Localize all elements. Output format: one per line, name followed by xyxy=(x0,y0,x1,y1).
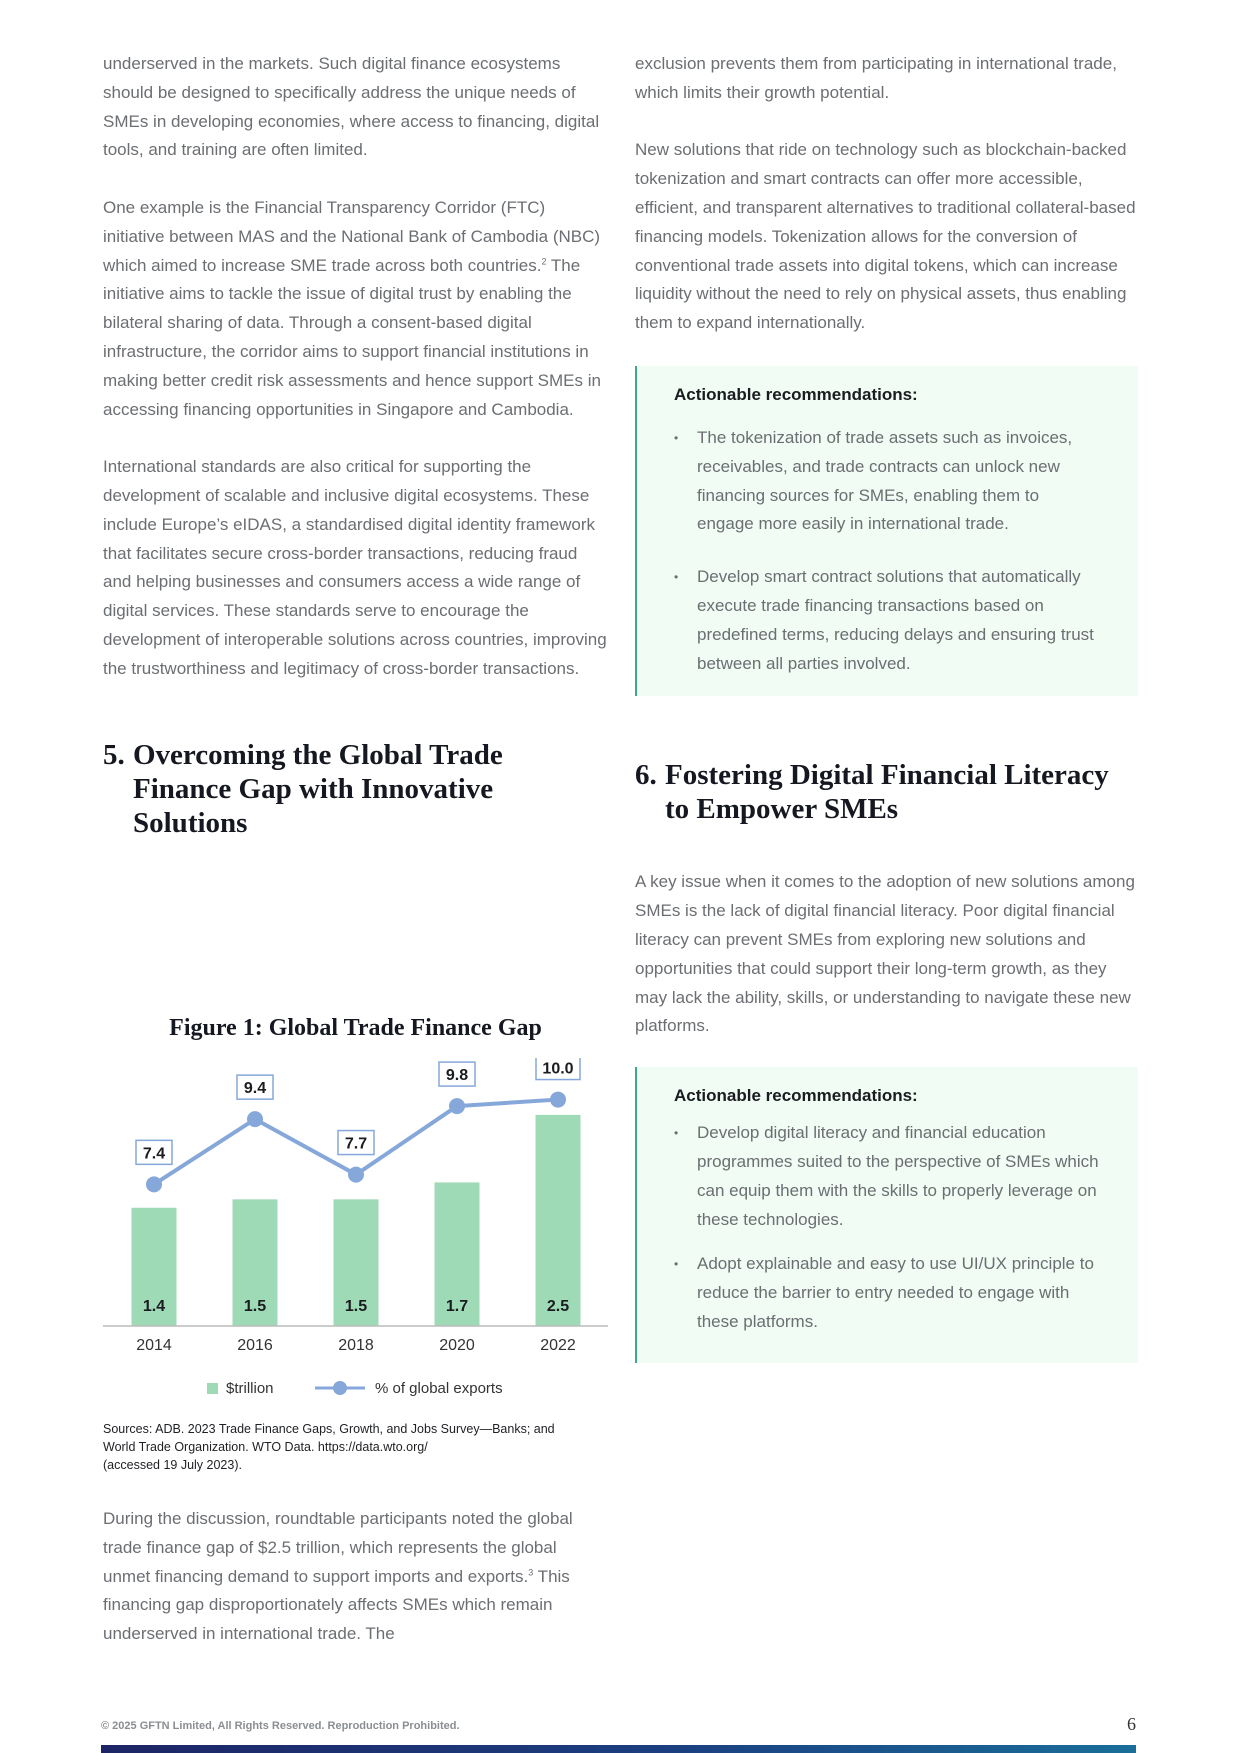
recommendations-title-1: Actionable recommendations: xyxy=(674,384,918,404)
line-label-2020: 9.8 xyxy=(445,1067,469,1085)
footnote-3[interactable]: 3 xyxy=(528,1566,534,1577)
recommendations-title-2: Actionable recommendations: xyxy=(674,1086,918,1106)
paragraph-exclusion: exclusion prevents them from participating in international trade, which limits their growth potential. xyxy=(635,54,1117,102)
recommendation-item: • Adopt explainable and easy to use UI/UX principle to reduce the barrier to entry needed to engage with these platforms. xyxy=(674,1250,1100,1336)
line-point-2014 xyxy=(146,1176,162,1192)
section-6-heading xyxy=(635,758,1138,826)
recommendations-list-2 xyxy=(674,1119,1100,1337)
bar-label-2014: 1.4 xyxy=(142,1298,166,1315)
paragraph-digital-literacy: A key issue when it comes to the adoption of new solutions among SMEs is the lack of digital financial literacy. Poor digital financial literacy can prevent SMEs from exploring new solutions and opportunities that could support their long-term growth, as they may lack the ability, skills, or understanding to navigate these new platforms. xyxy=(635,872,1135,1036)
line-point-2020 xyxy=(449,1098,465,1114)
paragraph-trade-gap xyxy=(103,1505,608,1649)
line-label-2016: 9.4 xyxy=(243,1080,267,1098)
legend-swatch-trillion xyxy=(207,1383,218,1394)
bar-label-2016: 1.5 xyxy=(243,1298,267,1315)
section-6-title: Fostering Digital Financial Literacy to Empower SMEs xyxy=(665,759,1109,826)
recommendation-item: • Develop smart contract solutions that automatically execute trade financing transactions based on predefined terms, reducing delays and ensuring trust between all parties involved. xyxy=(674,563,1100,678)
trade-finance-gap-chart xyxy=(103,1058,608,1398)
footnote-2[interactable]: 2 xyxy=(541,255,547,266)
left-column xyxy=(103,50,608,840)
paragraph-new-solutions: New solutions that ride on technology such as blockchain-backed tokenization and smart contracts can offer more accessible, efficient, and transparent alternatives to traditional collateral-based financing models. Tokenization allows for the conversion of conventional trade assets into digital tokens, which can increase liquidity without the need to rely on physical assets, thus enabling them to expand internationally. xyxy=(635,140,1136,333)
paragraph-trade-gap-rest: This financing gap disproportionately affects SMEs which remain underserved in international trade. The xyxy=(103,1566,570,1644)
x-tick-2014: 2014 xyxy=(136,1337,172,1354)
recommendation-item: • The tokenization of trade assets such as invoices, receivables, and trade contracts can unlock new financing sources for SMEs, enabling them to engage more easily in international trade. xyxy=(674,424,1100,539)
footer-copyright: © 2025 GFTN Limited, All Rights Reserved. Reproduction Prohibited. xyxy=(101,1720,460,1732)
paragraph-ftc-rest: The initiative aims to tackle the issue of digital trust by enabling the bilateral sharing of data. Through a consent-based digital infrastructure, the corridor aims to support financial institutions in making better credit risk assessments and hence support SMEs in accessing financing opportunities in Singapore and Cambodia. xyxy=(103,255,601,419)
recommendations-list-1 xyxy=(674,424,1100,678)
legend-marker-exports xyxy=(333,1381,347,1395)
paragraph-trade-gap-start: During the discussion, roundtable participants noted the global trade finance gap of $2.5 trillion, which represents the global unmet financing demand to support imports and exports. xyxy=(103,1509,573,1586)
section-5-number: 5. xyxy=(103,738,125,771)
section-5-heading xyxy=(103,738,608,840)
line-label-2022: 10.0 xyxy=(542,1060,574,1078)
x-tick-2020: 2020 xyxy=(439,1337,475,1354)
paragraph-international-standards: International standards are also critical for supporting the development of scalable and inclusive digital ecosystems. These include Europe’s eIDAS, a standardised digital identity framework that facilitates secure cross-border transactions, reducing fraud and helping businesses and consumers access a wide range of digital services. These standards serve to encourage the development of interoperable solutions across countries, improving the trustworthiness and legitimacy of cross-border transactions. xyxy=(103,457,607,678)
figure-sources: Sources: ADB. 2023 Trade Finance Gaps, Growth, and Jobs Survey—Banks; and World Trade Organization. WTO Data. https://data.wto.org/ (accessed 19 July 2023). xyxy=(103,1422,555,1472)
x-tick-2022: 2022 xyxy=(540,1337,576,1354)
recommendations-box-1 xyxy=(635,366,1138,696)
section-5-title: Overcoming the Global Trade Finance Gap with Innovative Solutions xyxy=(133,738,503,839)
bar-label-2018: 1.5 xyxy=(344,1298,368,1315)
x-tick-2018: 2018 xyxy=(338,1337,374,1354)
page-number: 6 xyxy=(1127,1714,1136,1734)
bar-label-2020: 1.7 xyxy=(445,1298,469,1315)
x-tick-2016: 2016 xyxy=(237,1337,273,1354)
paragraph-digital-ecosystems: underserved in the markets. Such digital finance ecosystems should be designed to specifically address the unique needs of SMEs in developing economies, where access to financing, digital tools, and training are often limited. xyxy=(103,54,600,160)
line-point-2016 xyxy=(247,1111,263,1127)
right-column xyxy=(635,50,1138,1363)
line-point-2018 xyxy=(348,1167,364,1183)
paragraph-ftc-start: One example is the Financial Transparency Corridor (FTC) initiative between MAS and the National Bank of Cambodia (NBC) which aimed to increase SME trade across both countries. xyxy=(103,197,601,275)
line-point-2022 xyxy=(550,1092,566,1108)
closing-paragraph-block xyxy=(103,1505,608,1649)
legend-label-exports: % of global exports xyxy=(375,1380,503,1397)
legend-label-trillion: $trillion xyxy=(226,1380,274,1397)
figure-title: Figure 1: Global Trade Finance Gap xyxy=(169,1015,542,1041)
footer-bar xyxy=(101,1745,1136,1753)
bar-2022 xyxy=(536,1115,581,1326)
recommendations-box-2 xyxy=(635,1067,1138,1363)
recommendation-item: • Develop digital literacy and financial education programmes suited to the perspective of SMEs which can equip them with the skills to properly leverage on these technologies. xyxy=(674,1119,1100,1234)
bar-label-2022: 2.5 xyxy=(546,1298,570,1315)
line-label-2014: 7.4 xyxy=(142,1145,166,1163)
line-label-2018: 7.7 xyxy=(344,1135,368,1153)
section-6-number: 6. xyxy=(635,759,657,792)
paragraph-ftc xyxy=(103,194,608,424)
